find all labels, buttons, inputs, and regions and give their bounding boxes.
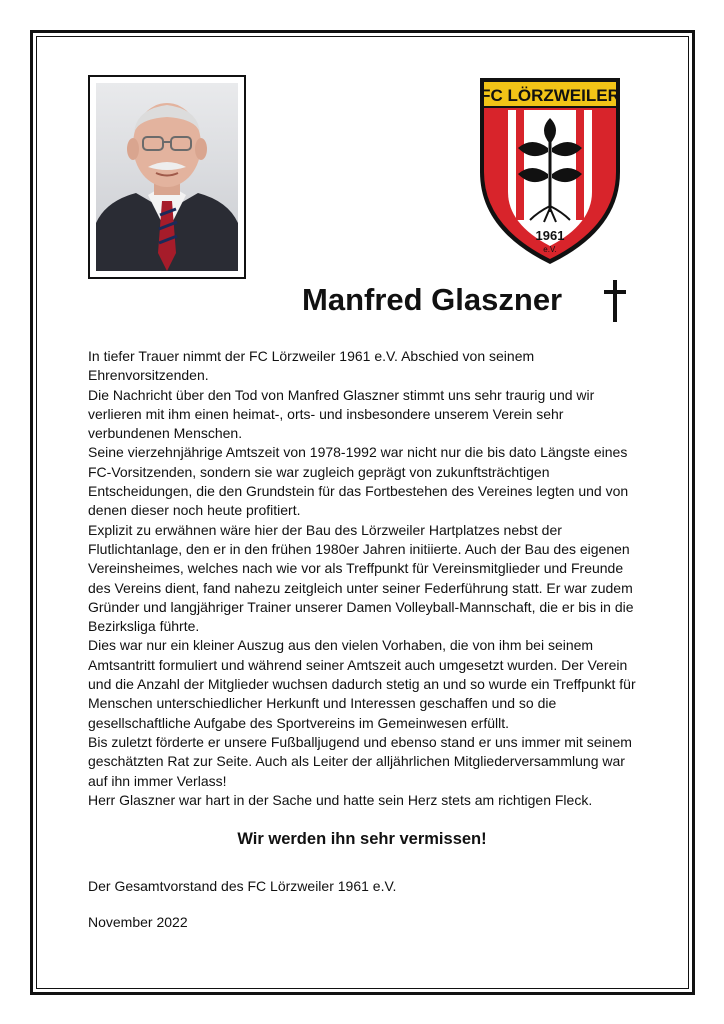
paragraph: Herr Glaszner war hart in der Sache und hatte sein Herz stets am richtigen Fleck.	[88, 791, 593, 808]
paragraph: In tiefer Trauer nimmt der FC Lörzweiler 1961 e.V. Abschied von seinem Ehrenvorsitzenden.	[88, 348, 535, 384]
paragraph: Die Nachricht über den Tod von Manfred Glaszner stimmt uns sehr traurig und wir verlieren mit ihm einen heimat-, orts- und insbesondere unserem Verein sehr verbundenen Menschen.	[88, 386, 595, 442]
portrait-image	[96, 83, 238, 271]
portrait-photo	[88, 75, 246, 279]
paragraph: Seine vierzehnjährige Amtszeit von 1978-1992 war nicht nur die bis dato Längste eines FC-Vorsitzenden, sondern sie war zugleich geprägt von zukunftsträchtigen Entscheidungen, die den Grundstein für das Fortbestehen des Vereines legten und von denen dieser noch heute profitiert.	[88, 444, 629, 519]
latin-cross-icon	[604, 280, 626, 327]
paragraph: Explizit zu erwähnen wäre hier der Bau des Lörzweiler Hartplatzes nebst der Flutlichtanlage, den er in den frühen 1980er Jahren initiierte. Auch der Bau des eigenen Vereinsheimes, welches nach wie vor als Treffpunkt für Vereinsmitglieder und Freunde des Vereins dient, fand nahezu zeitgleich unter seiner Federführung statt. Er war zudem Gründer und langjähriger Trainer unserer Damen Volleyball-Mannschaft, die er bis in die Bezirksliga führte.	[88, 521, 634, 635]
club-crest-logo	[474, 74, 626, 271]
crest-title: FC LÖRZWEILER	[480, 86, 620, 105]
crest-suffix: e.V.	[543, 245, 557, 254]
crest-year: 1961	[535, 228, 565, 243]
obituary-text	[88, 347, 648, 810]
paragraph: Dies war nur ein kleiner Auszug aus den vielen Vorhaben, die von ihm bei seinem Amtsantritt formuliert und während seiner Amtszeit auch umgesetzt wurden. Der Verein und die Anzahl der Mitglieder wuchsen dadurch stetig an und so wurde ein Treffpunkt für Menschen unterschiedlicher Herkunft und Interessen geschaffen und so die gesellschaftliche Aufgabe des Sportvereins im Gemeinwesen erfüllt.	[88, 637, 636, 731]
date: November 2022	[88, 914, 188, 930]
closing-line: Wir werden ihn sehr vermissen!	[237, 830, 487, 848]
signature: Der Gesamtvorstand des FC Lörzweiler 1961 e.V.	[88, 878, 397, 894]
paragraph: Bis zuletzt förderte er unsere Fußballjugend und ebenso stand er uns immer mit seinem geschätzten Rat zur Seite. Auch als Leiter der alljährlichen Mitgliederversammlung war auf ihn immer Verlass!	[88, 733, 632, 789]
deceased-name: Manfred Glaszner	[302, 282, 563, 317]
